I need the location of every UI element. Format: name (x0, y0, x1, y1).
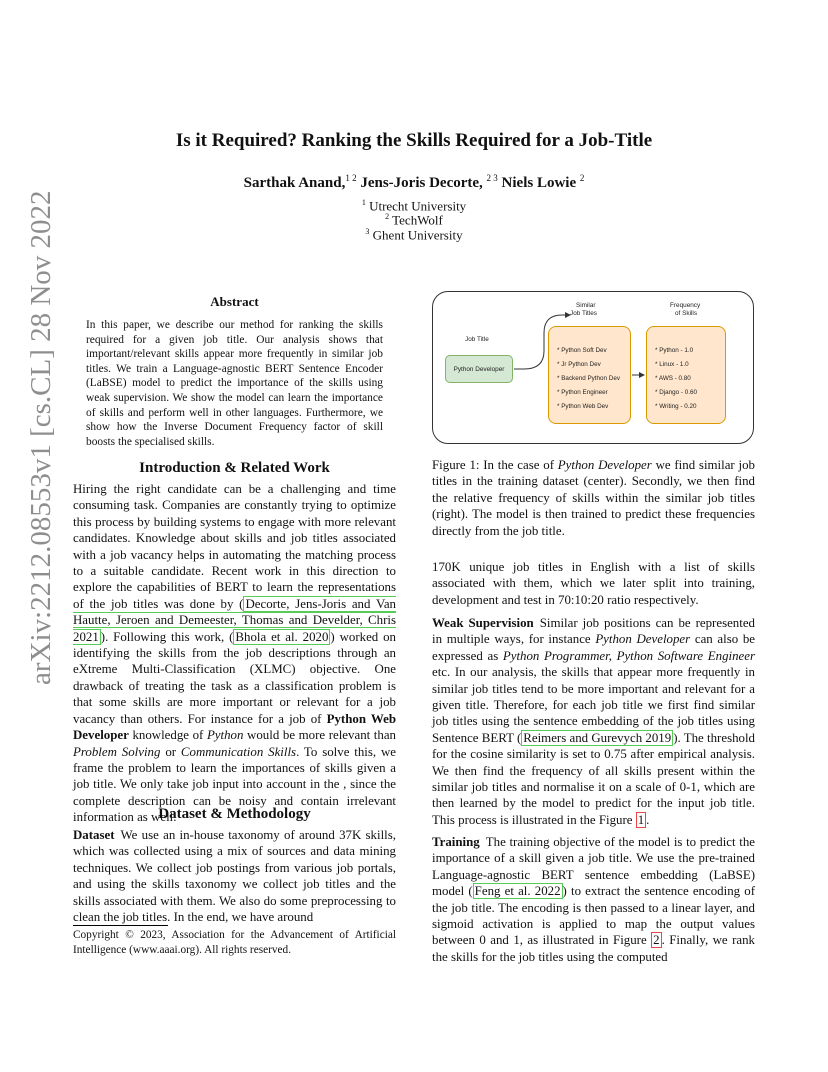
text-run: ). The threshold for the cosine similarity is set to 0.75 after empirical analysis. We then find the frequency of all skills present within the similar job titles and normalise it on a scale of 0-1, which are then learned by the model to predict for the input job title. This process is illustrated in the Figure (432, 730, 756, 827)
text-run: can also be expressed as (432, 632, 756, 663)
paragraph-runin: Weak Supervision (432, 616, 534, 630)
similar-title-item: * Python Soft Dev (557, 347, 607, 354)
arxiv-watermark: arXiv:2212.08553v1 [cs.CL] 28 Nov 2022 (25, 190, 57, 685)
affiliation-name: Ghent University (372, 227, 463, 243)
affiliation-mark: 3 (365, 227, 370, 236)
abstract-heading: Abstract (210, 294, 259, 309)
similar-title-item: * Python Engineer (557, 389, 608, 396)
figure-reference-link[interactable]: 1 (637, 812, 645, 827)
affiliation (0, 227, 828, 243)
text-run: Python Developer (595, 632, 691, 647)
affiliation-mark: 1 (361, 198, 366, 207)
abstract-text: In this paper, we describe our method for ranking the skills required for a given job title. Our analysis shows that important/relevant skills appear more frequently in similar job titles. We train a Language-agnostic BERT Sentence Encoder (LaBSE) model to predict the importance of the skills using weak supervision. We show the model can learn the importance of skills and perform well in other languages. Furthermore, we show how the Inverse Document Frequency factor of skill boosts the specialised skills. (86, 319, 383, 448)
weak-supervision-paragraph (432, 615, 755, 828)
figure-label-similar: Job Titles (570, 310, 597, 317)
text-run: ) to extract the sentence encoding of the job title. The encoding is then passed to a linear layer, and sigmoid activation is applied to map the output values between 0 and 1, as illustrated in Figure (432, 884, 755, 948)
text-run: would be more relevant than (243, 728, 397, 743)
figure-caption (432, 457, 755, 539)
text-run: we find similar job titles in the training dataset (center). Secondly, we then find the relative frequency of skills within the similar job titles (right). The model is then trained to predict these frequencies directly from the job title. (432, 458, 755, 538)
figure-label-job-title: Job Title (465, 336, 489, 343)
citation-link[interactable]: Decorte, Jens-Joris and Van Hautte, Jeroen and Demeester, Thomas and Develder, Chris 2021 (73, 596, 396, 644)
footnote-rule (73, 925, 168, 926)
text-run: Python (206, 728, 244, 743)
author-name: Sarthak Anand, (243, 175, 346, 191)
text-run: Python Developer (557, 458, 652, 472)
citation-link[interactable]: Reimers and Gurevych 2019 (523, 730, 672, 745)
intro-paragraph (73, 481, 396, 826)
paragraph-runin: Training (432, 835, 480, 849)
figure-label-frequency: Frequency (670, 302, 701, 309)
affiliation (0, 212, 828, 228)
paper-title: Is it Required? Ranking the Skills Required for a Job-Title (175, 130, 653, 151)
text-run: Hiring the right candidate can be a challenging and time consuming task. Companies are constantly trying to optimize this process by building systems to engage with more relevant candidates. Knowledge about skills and job titles associated with a job vacancy helps in automating the matching process to a suitable candidate. Recent work in this direction to explore the capabilities of BERT to learn the representations of the job titles was done by ( (73, 482, 396, 611)
author-affiliation-mark: 2 3 (486, 173, 498, 183)
text-run: Problem Solving (73, 744, 161, 759)
author-affiliation-mark: 2 (579, 173, 585, 183)
text-run: . Finally, we rank the skills for the job titles using the computed (432, 933, 755, 964)
training-paragraph (432, 834, 755, 965)
text-run: Figure 1: In the case of (432, 458, 558, 472)
text-run: etc. In our analysis, the skills that appear more frequently in similar job titles tend to be more important and relevant for a given title. Therefore, for each job title we first find similar job titles using the sentence embedding of the job titles using Sentence BERT ( (432, 665, 755, 745)
text-run: . (646, 812, 650, 827)
text-run: Python Web Developer (73, 711, 396, 743)
text-run: Similar job positions can be represented in multiple ways, for instance (432, 616, 755, 647)
similar-title-item: * Backend Python Dev (557, 375, 621, 382)
section-heading-dataset: Dataset & Methodology (158, 806, 311, 822)
text-run: Communication Skills (180, 744, 297, 759)
figure-reference-link[interactable]: 2 (653, 933, 660, 948)
similar-title-item: * Python Web Dev (557, 403, 609, 410)
skill-frequency-item: * Django - 0.60 (655, 389, 698, 396)
citation-link[interactable]: Bhola et al. 2020 (235, 629, 329, 644)
affiliation-name: TechWolf (392, 212, 443, 228)
text-run: or (160, 744, 181, 759)
similar-title-item: * Jr Python Dev (557, 361, 601, 368)
text-run: knowledge of (128, 728, 207, 743)
text-run: ). Following this work, ( (100, 629, 234, 644)
affiliation-mark: 2 (385, 212, 390, 221)
citation-link[interactable]: Feng et al. 2022 (474, 884, 561, 899)
text-run: ) worked on identifying the skills from the job descriptions through an eXtreme Multi-Classification (XLMC) objective. One drawback of treating the task as a classification problem is that some skills are more important or relevant for a job vacancy than others. For instance for a job of (73, 629, 396, 726)
author-name: Niels Lowie (501, 175, 577, 191)
figure-job-title-value: Python Developer (453, 365, 505, 373)
section-heading-introduction: Introduction & Related Work (139, 460, 330, 476)
text-run: . To solve this, we frame the problem to learn the importances of skills given a job title. We only take job input into account in the , since the complete description can be noisy and contain irrelevant information as well. (73, 744, 397, 825)
paragraph-runin: Dataset (73, 828, 115, 842)
skill-frequency-item: * Linux - 1.0 (655, 361, 689, 368)
author-affiliation-mark: 1 2 (345, 173, 357, 183)
text-run: We use an in-house taxonomy of around 37K skills, which was collected using a mix of sources and data mining techniques. We collect job postings from various job portals, and using the skills taxonomy we collect job titles and the skills associated with them. We also do some preprocessing to clean the job titles. In the end, we have around (73, 828, 396, 925)
author-list (0, 173, 828, 192)
skill-frequency-item: * Writing - 0.20 (655, 403, 697, 410)
author-name: Jens-Joris Decorte, (360, 175, 483, 191)
text-run: The training objective of the model is to predict the importance of a skill given a job title. We use the pre-trained Language-agnostic BERT sentence embedding (LaBSE) model ( (432, 835, 755, 899)
figure-label-similar: Similar (576, 302, 596, 309)
affiliation-name: Utrecht University (369, 198, 467, 214)
copyright-notice: Copyright © 2023, Association for the Advancement of Artificial Intelligence (www.aaai.org). All rights reserved. (73, 929, 396, 956)
skill-frequency-item: * Python - 1.0 (655, 347, 694, 354)
dataset-continuation-paragraph: 170K unique job titles in English with a list of skills associated with them, which we later split into training, development and test in 70:10:20 ratio respectively. (432, 560, 755, 607)
skill-frequency-item: * AWS - 0.80 (655, 375, 691, 382)
figure-label-frequency: of Skills (675, 310, 698, 317)
text-run: Python Programmer, Python Software Engineer (502, 648, 755, 663)
dataset-paragraph (73, 827, 396, 925)
